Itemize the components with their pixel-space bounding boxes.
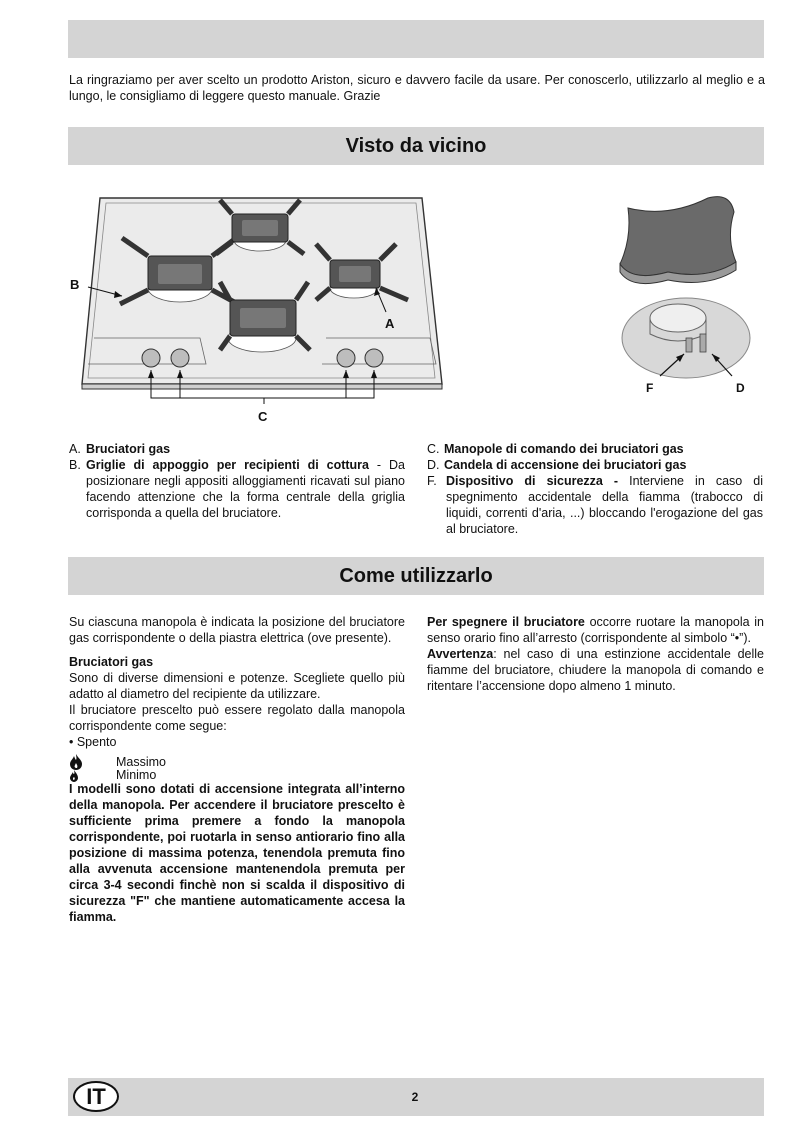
section-title-text: Come utilizzarlo [339, 565, 493, 587]
parts-list-right [427, 441, 763, 537]
intro-text: La ringraziamo per aver scelto un prodotto Ariston, sicuro e davvero facile da usare. Per conoscerlo, utilizzarlo al meglio e a lungo, le consigliamo di leggere questo manuale. Grazie [69, 73, 765, 103]
label-a: A [385, 316, 395, 331]
ignition-instructions: I modelli sono dotati di accensione integrata all’interno della manopola. Per accendere il bruciatore prescelto è sufficiente prima premere a fondo la manopola corrispondente, poi ruotarla in senso antiorario fino alla posizione di massima potenza, tenendola premuta fino alla avvenuta accensione mantenendola premuta per circa 3-4 secondi finchè non si scalda il dispositivo di sicurezza "F" che mantiene automaticamente accesa la fiamma. [69, 782, 405, 924]
section-title-come-utilizzarlo [68, 557, 764, 595]
hob-illustration [60, 188, 460, 428]
setting-off: • Spento [69, 735, 117, 749]
label-f: F [646, 381, 654, 395]
knob-position-text: Su ciascuna manopola è indicata la posizione del bruciatore gas corrispondente o della piastra elettrica (ove presente). [69, 615, 405, 645]
gas-burners-heading: Bruciatori gas [69, 655, 154, 669]
part-d: D. Candela di accensione dei bruciatori gas [427, 458, 687, 472]
usage-right-column [427, 614, 764, 694]
part-c: C. Manopole di comando dei bruciatori gas [427, 442, 684, 456]
switch-off-text: Per spegnere il bruciatore occorre ruotare la manopola in senso orario fino all’arresto (corrispondente al simbolo “•”). [427, 615, 764, 645]
setting-max-label: Massimo [116, 755, 167, 769]
small-flame-icon [69, 770, 79, 782]
burner-adjust-text: Il bruciatore prescelto può essere regolato dalla manopola corrispondente come segue: [69, 703, 405, 733]
language-badge: IT [73, 1081, 119, 1112]
header-band [68, 20, 764, 58]
section-title-text: Visto da vicino [345, 135, 487, 157]
part-a: A. Bruciatori gas [69, 442, 171, 456]
part-b: B. Griglie di appoggio per recipienti di cottura - Da posizionare negli appositi alloggiamenti ricavati sul piano facendo attenzione che la forma centrale della griglia corrisponda a quella del bruciatore. [69, 458, 405, 520]
part-f: F. Dispositivo di sicurezza - Interviene in caso di spegnimento accidentale della fiamma (trabocco di liquidi, correnti d'aria, ...) bloccando l'erogazione del gas al bruciatore. [427, 474, 763, 536]
section-title-visto-da-vicino [68, 127, 764, 165]
setting-min-row [69, 767, 405, 780]
burner-detail-illustration [608, 188, 768, 398]
setting-max-row [69, 754, 405, 767]
setting-min-label: Minimo [116, 768, 157, 782]
label-d: D [736, 381, 745, 395]
label-c: C [258, 409, 268, 424]
warning-text: Avvertenza: nel caso di una estinzione accidentale delle fiamme del bruciatore, chiudere la manopola di comando e ritentare l’accensione dopo almeno 1 minuto. [427, 647, 764, 693]
page-number: 2 [411, 1090, 419, 1104]
label-b: B [70, 277, 80, 292]
usage-left-column [69, 614, 405, 925]
burner-sizes-text: Sono di diverse dimensioni e potenze. Scegliete quello più adatto al diametro del recipiente da utilizzare. [69, 671, 405, 701]
parts-list-left [69, 441, 405, 521]
